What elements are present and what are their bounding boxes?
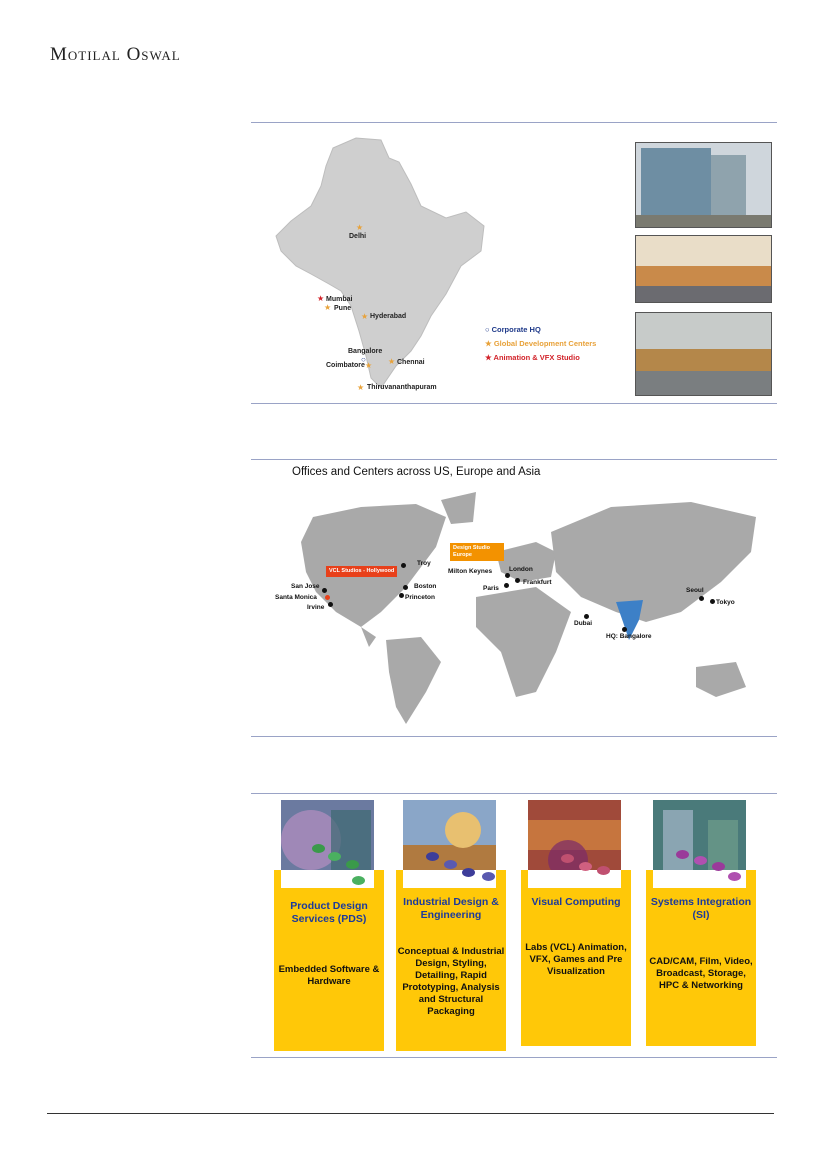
studio-star-icon: ★: [485, 353, 492, 362]
city-dot: [515, 578, 520, 583]
city-dot: [399, 593, 404, 598]
city-frankfurt: Frankfurt: [523, 579, 552, 586]
divider: [251, 403, 777, 404]
city-dot: [322, 588, 327, 593]
legend-item-studio: ★ Animation & VFX Studio: [485, 353, 580, 362]
decorative-ball-icon: [312, 844, 325, 853]
decorative-ball-icon: [597, 866, 610, 875]
city-milton-keynes: Milton Keynes: [448, 568, 493, 575]
decorative-ball-icon: [444, 860, 457, 869]
city-dot: [710, 599, 715, 604]
city-hq-bangalore: HQ: Bangalore: [606, 633, 652, 640]
gdc-star-icon: ★: [388, 357, 396, 366]
office-photo-cubicles: [635, 312, 772, 396]
city-paris: Paris: [483, 585, 499, 592]
city-seoul: Seoul: [686, 587, 704, 594]
divider: [251, 793, 777, 794]
divider: [251, 459, 777, 460]
map-legend: [485, 325, 596, 367]
city-dot: [403, 585, 408, 590]
service-title: Systems Integration (SI): [650, 896, 752, 921]
design-studio-tag: Design Studio Europe: [450, 543, 504, 561]
decorative-ball-icon: [561, 854, 574, 863]
city-bangalore: Bangalore: [348, 348, 383, 355]
decorative-ball-icon: [346, 860, 359, 869]
city-san-jose: San Jose: [291, 583, 320, 590]
decorative-ball-icon: [462, 868, 475, 877]
gdc-star-icon: ★: [324, 303, 332, 312]
city-delhi: Delhi: [349, 233, 367, 240]
city-dot: [325, 595, 330, 600]
world-map-title: Offices and Centers across US, Europe and Asia: [292, 466, 541, 478]
city-dot: [328, 602, 333, 607]
city-boston: Boston: [414, 583, 437, 590]
brand-logo: Motilal Oswal: [50, 44, 181, 65]
city-thiruvananthapuram: Thiruvananthapuram: [367, 384, 437, 391]
city-dot: [622, 627, 627, 632]
city-dot: [699, 596, 704, 601]
service-image-strip: [403, 870, 496, 888]
decorative-ball-icon: [482, 872, 495, 881]
legend-item-hq: ○ Corporate HQ: [485, 325, 541, 334]
india-locations-figure: [251, 126, 777, 402]
city-dot: [584, 614, 589, 619]
service-title: Visual Computing: [531, 896, 621, 908]
office-photo-building: [635, 142, 772, 228]
divider: [251, 736, 777, 737]
city-mumbai: Mumbai: [326, 296, 353, 303]
decorative-ball-icon: [352, 876, 365, 885]
service-title: Industrial Design & Engineering: [403, 896, 499, 921]
city-tokyo: Tokyo: [716, 599, 735, 606]
city-london: London: [509, 566, 533, 573]
gdc-star-icon: ★: [485, 339, 492, 348]
service-panel: [274, 870, 384, 1051]
footer-divider: [47, 1113, 774, 1114]
service-title: Product Design Services (PDS): [290, 900, 368, 925]
vcl-studio-tag: VCL Studios - Hollywood: [326, 566, 397, 577]
hq-circle-icon: ○: [361, 355, 366, 364]
city-chennai: Chennai: [397, 359, 425, 366]
decorative-ball-icon: [579, 862, 592, 871]
service-description: Conceptual & Industrial Design, Styling, Detailing, Rapid Prototyping, Analysis and Structural Packaging: [397, 946, 505, 1017]
city-santa-monica: Santa Monica: [275, 594, 317, 601]
decorative-ball-icon: [328, 852, 341, 861]
world-offices-figure: [251, 462, 777, 735]
service-description: CAD/CAM, Film, Video, Broadcast, Storage, HPC & Networking: [649, 956, 753, 991]
city-dot: [504, 583, 509, 588]
city-troy: Troy: [417, 560, 431, 567]
gdc-star-icon: ★: [357, 383, 365, 392]
city-coimbatore: Coimbatore: [326, 362, 365, 369]
city-dot: [505, 573, 510, 578]
city-irvine: Irvine: [307, 604, 325, 611]
decorative-ball-icon: [694, 856, 707, 865]
city-dubai: Dubai: [574, 620, 593, 627]
legend-item-gdc: ★ Global Development Centers: [485, 339, 597, 348]
decorative-ball-icon: [676, 850, 689, 859]
gdc-star-icon: ★: [361, 312, 369, 321]
gdc-star-icon: ★: [365, 361, 373, 370]
city-pune: Pune: [334, 305, 352, 312]
city-dot: [401, 563, 406, 568]
decorative-ball-icon: [712, 862, 725, 871]
service-description: Embedded Software & Hardware: [278, 964, 380, 987]
city-hyderabad: Hyderabad: [370, 313, 407, 320]
office-photo-workspace: [635, 235, 772, 303]
divider: [251, 1057, 777, 1058]
hq-circle-icon: ○: [485, 325, 490, 334]
studio-star-icon: ★: [317, 294, 325, 303]
gdc-star-icon: ★: [356, 223, 364, 232]
city-princeton: Princeton: [405, 594, 435, 601]
service-description: Labs (VCL) Animation, VFX, Games and Pre Visualization: [525, 942, 627, 977]
decorative-ball-icon: [426, 852, 439, 861]
divider: [251, 122, 777, 123]
decorative-ball-icon: [728, 872, 741, 881]
